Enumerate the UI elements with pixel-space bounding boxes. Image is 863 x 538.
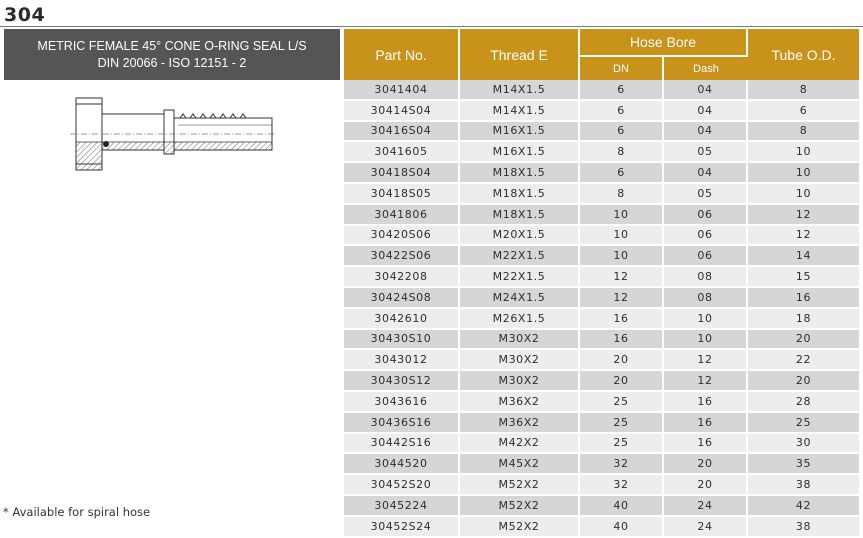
- tube-od-cell: 10: [748, 142, 859, 163]
- part-no-cell: 30452S24: [344, 517, 460, 538]
- tube-od-cell: 22: [748, 350, 859, 371]
- dash-cell: 08: [664, 267, 748, 288]
- table-row: [344, 434, 859, 455]
- dash-cell: 05: [664, 184, 748, 205]
- dash-cell: 06: [664, 226, 748, 247]
- dn-cell: 25: [580, 413, 664, 434]
- table-row: [344, 142, 859, 163]
- header-part-no: Part No.: [344, 29, 460, 80]
- part-no-cell: 30424S08: [344, 288, 460, 309]
- dn-cell: 40: [580, 517, 664, 538]
- dn-cell: 6: [580, 122, 664, 143]
- tube-od-cell: 42: [748, 496, 859, 517]
- table-row: [344, 454, 859, 475]
- product-title-line1: METRIC FEMALE 45° CONE O-RING SEAL L/S: [37, 38, 307, 53]
- thread-cell: M52X2: [460, 517, 580, 538]
- spec-table-body: [344, 80, 859, 538]
- part-no-cell: 3041404: [344, 80, 460, 101]
- table-row: [344, 475, 859, 496]
- spec-table: [344, 29, 859, 538]
- part-no-cell: 3041806: [344, 205, 460, 226]
- dash-cell: 12: [664, 371, 748, 392]
- tube-od-cell: 8: [748, 122, 859, 143]
- part-no-cell: 30452S20: [344, 475, 460, 496]
- dn-cell: 20: [580, 350, 664, 371]
- dash-cell: 24: [664, 496, 748, 517]
- dash-cell: 10: [664, 330, 748, 351]
- dn-cell: 16: [580, 330, 664, 351]
- tube-od-cell: 12: [748, 226, 859, 247]
- dn-cell: 8: [580, 142, 664, 163]
- dn-cell: 10: [580, 226, 664, 247]
- dash-cell: 06: [664, 205, 748, 226]
- page-code: 304: [4, 4, 46, 26]
- header-thread: Thread E: [460, 29, 580, 80]
- tube-od-cell: 28: [748, 392, 859, 413]
- table-row: [344, 184, 859, 205]
- product-title-line2: DIN 20066 - ISO 12151 - 2: [97, 55, 247, 70]
- table-row: [344, 80, 859, 101]
- table-row: [344, 205, 859, 226]
- part-no-cell: 30430S12: [344, 371, 460, 392]
- table-row: [344, 163, 859, 184]
- dash-cell: 20: [664, 475, 748, 496]
- dn-cell: 12: [580, 267, 664, 288]
- part-no-cell: 30420S06: [344, 226, 460, 247]
- dash-cell: 06: [664, 246, 748, 267]
- tube-od-cell: 30: [748, 434, 859, 455]
- table-row: [344, 371, 859, 392]
- tube-od-cell: 35: [748, 454, 859, 475]
- table-row: [344, 496, 859, 517]
- header-tube-od: Tube O.D.: [748, 29, 859, 80]
- tube-od-cell: 15: [748, 267, 859, 288]
- thread-cell: M36X2: [460, 413, 580, 434]
- tube-od-cell: 6: [748, 101, 859, 122]
- dn-cell: 6: [580, 80, 664, 101]
- dn-cell: 8: [580, 184, 664, 205]
- thread-cell: M18X1.5: [460, 163, 580, 184]
- thread-cell: M18X1.5: [460, 184, 580, 205]
- dash-cell: 04: [664, 163, 748, 184]
- dn-cell: 40: [580, 496, 664, 517]
- dash-cell: 08: [664, 288, 748, 309]
- part-no-cell: 30414S04: [344, 101, 460, 122]
- part-no-cell: 3042208: [344, 267, 460, 288]
- part-no-cell: 30422S06: [344, 246, 460, 267]
- tube-od-cell: 8: [748, 80, 859, 101]
- dn-cell: 20: [580, 371, 664, 392]
- dash-cell: 12: [664, 350, 748, 371]
- thread-cell: M14X1.5: [460, 101, 580, 122]
- thread-cell: M24X1.5: [460, 288, 580, 309]
- dn-cell: 32: [580, 475, 664, 496]
- tube-od-cell: 12: [748, 205, 859, 226]
- dash-cell: 20: [664, 454, 748, 475]
- part-no-cell: 30418S05: [344, 184, 460, 205]
- part-no-cell: 3045224: [344, 496, 460, 517]
- thread-cell: M52X2: [460, 475, 580, 496]
- tube-od-cell: 18: [748, 309, 859, 330]
- thread-cell: M18X1.5: [460, 205, 580, 226]
- thread-cell: M30X2: [460, 350, 580, 371]
- part-no-cell: 30416S04: [344, 122, 460, 143]
- table-row: [344, 350, 859, 371]
- tube-od-cell: 14: [748, 246, 859, 267]
- tube-od-cell: 20: [748, 371, 859, 392]
- dash-cell: 10: [664, 309, 748, 330]
- thread-cell: M22X1.5: [460, 267, 580, 288]
- header-dn: DN: [580, 57, 664, 80]
- dash-cell: 04: [664, 80, 748, 101]
- thread-cell: M30X2: [460, 330, 580, 351]
- part-no-cell: 30436S16: [344, 413, 460, 434]
- tube-od-cell: 16: [748, 288, 859, 309]
- tube-od-cell: 10: [748, 163, 859, 184]
- table-row: [344, 413, 859, 434]
- dash-cell: 16: [664, 413, 748, 434]
- dash-cell: 05: [664, 142, 748, 163]
- footnote: * Available for spiral hose: [3, 505, 151, 519]
- dn-cell: 6: [580, 163, 664, 184]
- dash-cell: 04: [664, 101, 748, 122]
- header-hose-bore: Hose Bore: [580, 29, 748, 57]
- dash-cell: 16: [664, 434, 748, 455]
- dash-cell: 16: [664, 392, 748, 413]
- dn-cell: 16: [580, 309, 664, 330]
- dn-cell: 25: [580, 434, 664, 455]
- thread-cell: M14X1.5: [460, 80, 580, 101]
- table-row: [344, 122, 859, 143]
- dn-cell: 10: [580, 205, 664, 226]
- table-row: [344, 392, 859, 413]
- table-row: [344, 267, 859, 288]
- dn-cell: 6: [580, 101, 664, 122]
- dash-cell: 24: [664, 517, 748, 538]
- table-row: [344, 517, 859, 538]
- thread-cell: M16X1.5: [460, 142, 580, 163]
- table-row: [344, 246, 859, 267]
- table-row: [344, 101, 859, 122]
- fitting-drawing: [68, 92, 280, 178]
- dn-cell: 25: [580, 392, 664, 413]
- tube-od-cell: 25: [748, 413, 859, 434]
- product-title-box: [4, 29, 340, 80]
- part-no-cell: 30430S10: [344, 330, 460, 351]
- thread-cell: M52X2: [460, 496, 580, 517]
- tube-od-cell: 38: [748, 517, 859, 538]
- thread-cell: M36X2: [460, 392, 580, 413]
- thread-cell: M45X2: [460, 454, 580, 475]
- part-no-cell: 3044520: [344, 454, 460, 475]
- tube-od-cell: 10: [748, 184, 859, 205]
- part-no-cell: 3041605: [344, 142, 460, 163]
- thread-cell: M22X1.5: [460, 246, 580, 267]
- table-row: [344, 226, 859, 247]
- table-row: [344, 309, 859, 330]
- part-no-cell: 3043012: [344, 350, 460, 371]
- header-dash: Dash: [664, 57, 748, 80]
- thread-cell: M42X2: [460, 434, 580, 455]
- thread-cell: M20X1.5: [460, 226, 580, 247]
- thread-cell: M30X2: [460, 371, 580, 392]
- dn-cell: 32: [580, 454, 664, 475]
- dn-cell: 12: [580, 288, 664, 309]
- part-no-cell: 3042610: [344, 309, 460, 330]
- dn-cell: 10: [580, 246, 664, 267]
- top-divider: [0, 26, 863, 27]
- thread-cell: M16X1.5: [460, 122, 580, 143]
- tube-od-cell: 38: [748, 475, 859, 496]
- part-no-cell: 30418S04: [344, 163, 460, 184]
- table-row: [344, 330, 859, 351]
- dash-cell: 04: [664, 122, 748, 143]
- thread-cell: M26X1.5: [460, 309, 580, 330]
- part-no-cell: 30442S16: [344, 434, 460, 455]
- tube-od-cell: 20: [748, 330, 859, 351]
- table-row: [344, 288, 859, 309]
- part-no-cell: 3043616: [344, 392, 460, 413]
